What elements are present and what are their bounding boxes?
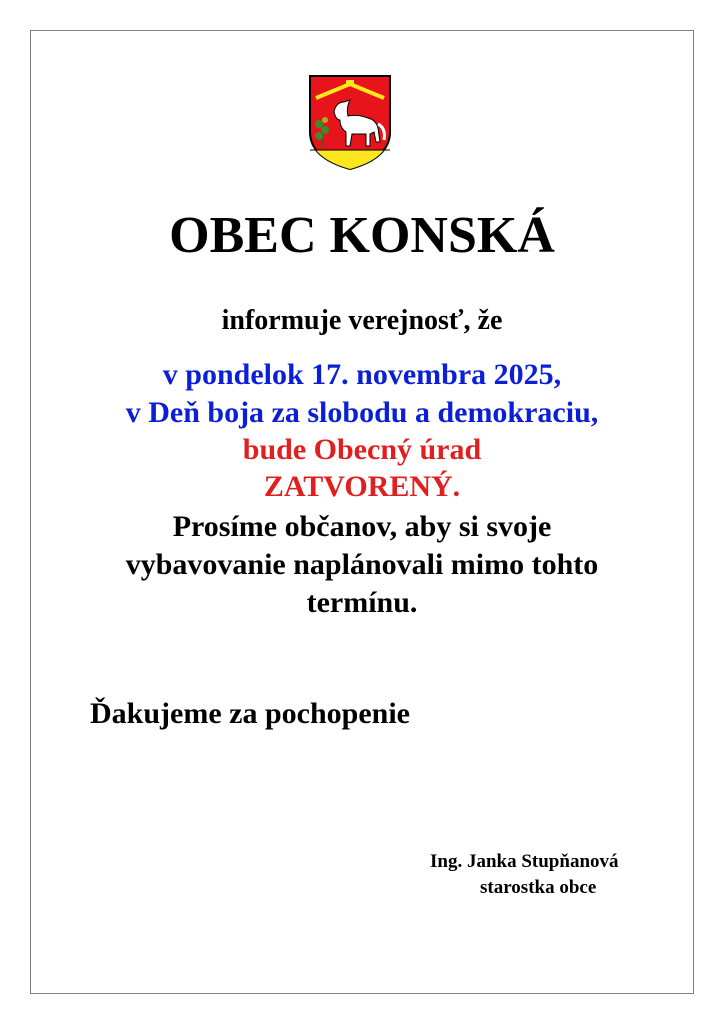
intro-text: informuje verejnosť, že [221,305,503,336]
signature-role: starostka obce [480,877,597,898]
request-line: termínu. [306,586,418,619]
signature-name: Ing. Janka Stupňanová [430,851,619,872]
closed-line: ZATVORENÝ. [263,470,461,503]
thanks-text: Ďakujeme za pochopenie [90,697,410,730]
request-line: Prosíme občanov, aby si svoje [172,510,552,543]
coat-of-arms-horse-icon [306,72,394,172]
date-line: v pondelok 17. novembra 2025, [162,358,562,391]
office-line: bude Obecný úrad [242,433,482,466]
request-line: vybavovanie naplánovali mimo tohto [125,548,599,581]
holiday-line: v Deň boja za slobodu a demokraciu, [125,396,599,429]
page-title: OBEC KONSKÁ [169,207,555,264]
